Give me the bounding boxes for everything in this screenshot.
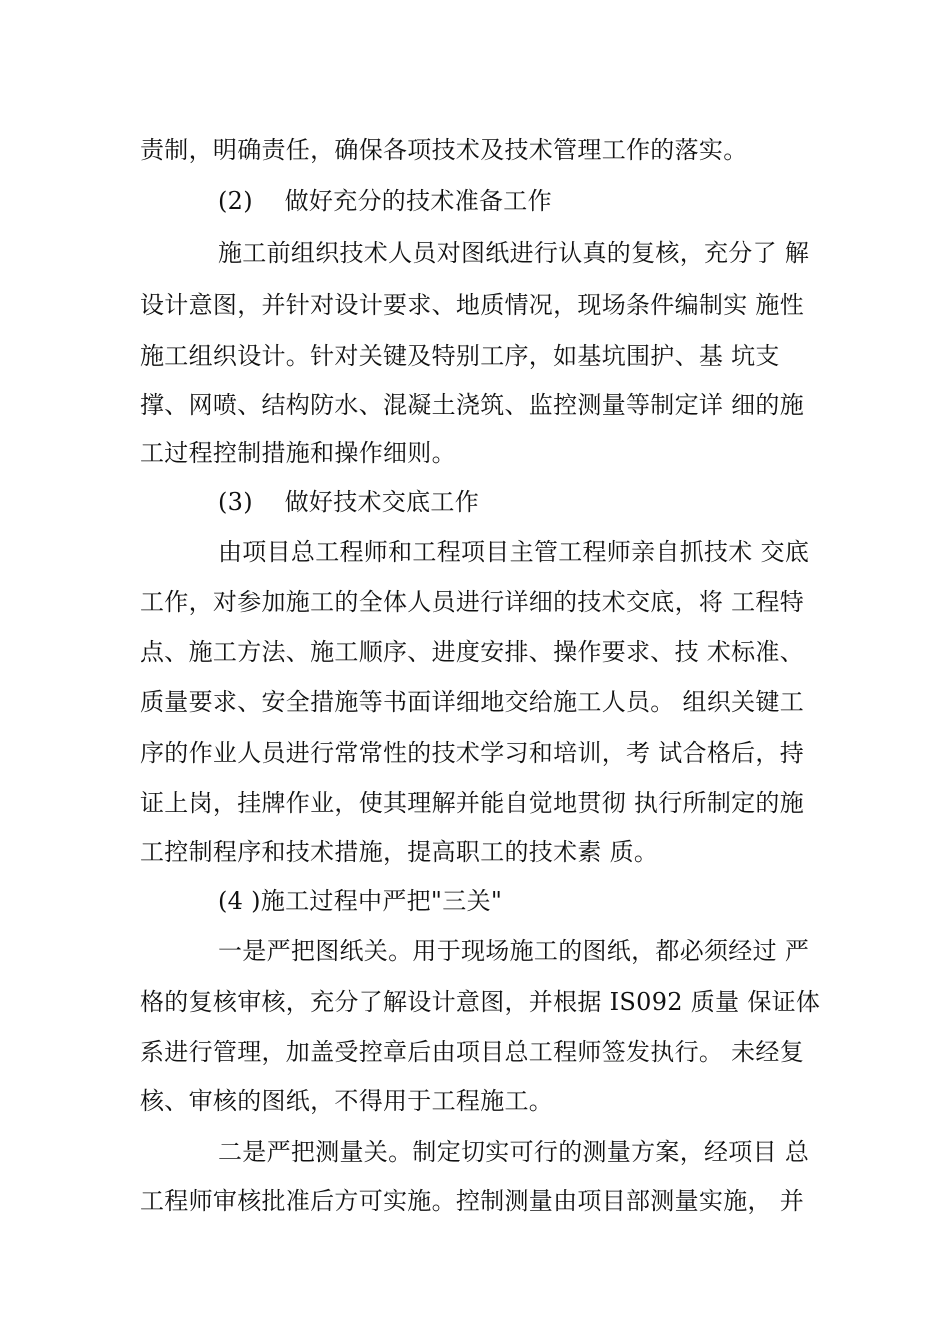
paragraph-line: 工作，对参加施工的全体人员进行详细的技术交底，将 工程特 <box>140 588 805 616</box>
paragraph-line: 序的作业人员进行常常性的技术学习和培训，考 试合格后，持 <box>140 739 805 767</box>
paragraph-line: 格的复核审核，充分了解设计意图，并根据 IS092 质量 保证体 <box>140 988 821 1016</box>
section-heading-2: (2) 做好充分的技术准备工作 <box>218 187 552 215</box>
paragraph-line: 施工组织设计。针对关键及特别工序，如基坑围护、基 坑支 <box>140 342 780 370</box>
paragraph-line: 工程师审核批准后方可实施。控制测量由项目部测量实施， 并 <box>140 1187 805 1215</box>
paragraph-line: 证上岗，挂牌作业，使其理解并能自觉地贯彻 执行所制定的施 <box>140 789 805 817</box>
paragraph-line: 系进行管理，加盖受控章后由项目总工程师签发执行。 未经复 <box>140 1038 805 1066</box>
paragraph-line: 由项目总工程师和工程项目主管工程师亲自抓技术 交底 <box>218 538 810 566</box>
paragraph-line: 一是严把图纸关。用于现场施工的图纸，都必须经过 严 <box>218 937 810 965</box>
paragraph-line: 核、审核的图纸，不得用于工程施工。 <box>140 1087 554 1115</box>
paragraph-line: 撑、网喷、结构防水、混凝土浇筑、监控测量等制定详 细的施 <box>140 391 805 419</box>
paragraph-line: 责制，明确责任，确保各项技术及技术管理工作的落实。 <box>140 136 748 164</box>
paragraph-line: 质量要求、安全措施等书面详细地交给施工人员。 组织关键工 <box>140 688 805 716</box>
paragraph-line: 工过程控制措施和操作细则。 <box>140 439 456 467</box>
paragraph-line: 二是严把测量关。制定切实可行的测量方案，经项目 总 <box>218 1138 810 1166</box>
paragraph-line: 设计意图，并针对设计要求、地质情况，现场条件编制实 施性 <box>140 291 805 319</box>
paragraph-line: 点、施工方法、施工顺序、进度安排、操作要求、技 术标准、 <box>140 638 805 666</box>
paragraph-line: 工控制程序和技术措施，提高职工的技术素 质。 <box>140 838 659 866</box>
section-heading-4: (4 )施工过程中严把"三关" <box>218 887 503 915</box>
section-heading-3: (3) 做好技术交底工作 <box>218 488 480 516</box>
paragraph-line: 施工前组织技术人员对图纸进行认真的复核，充分了 解 <box>218 239 810 267</box>
